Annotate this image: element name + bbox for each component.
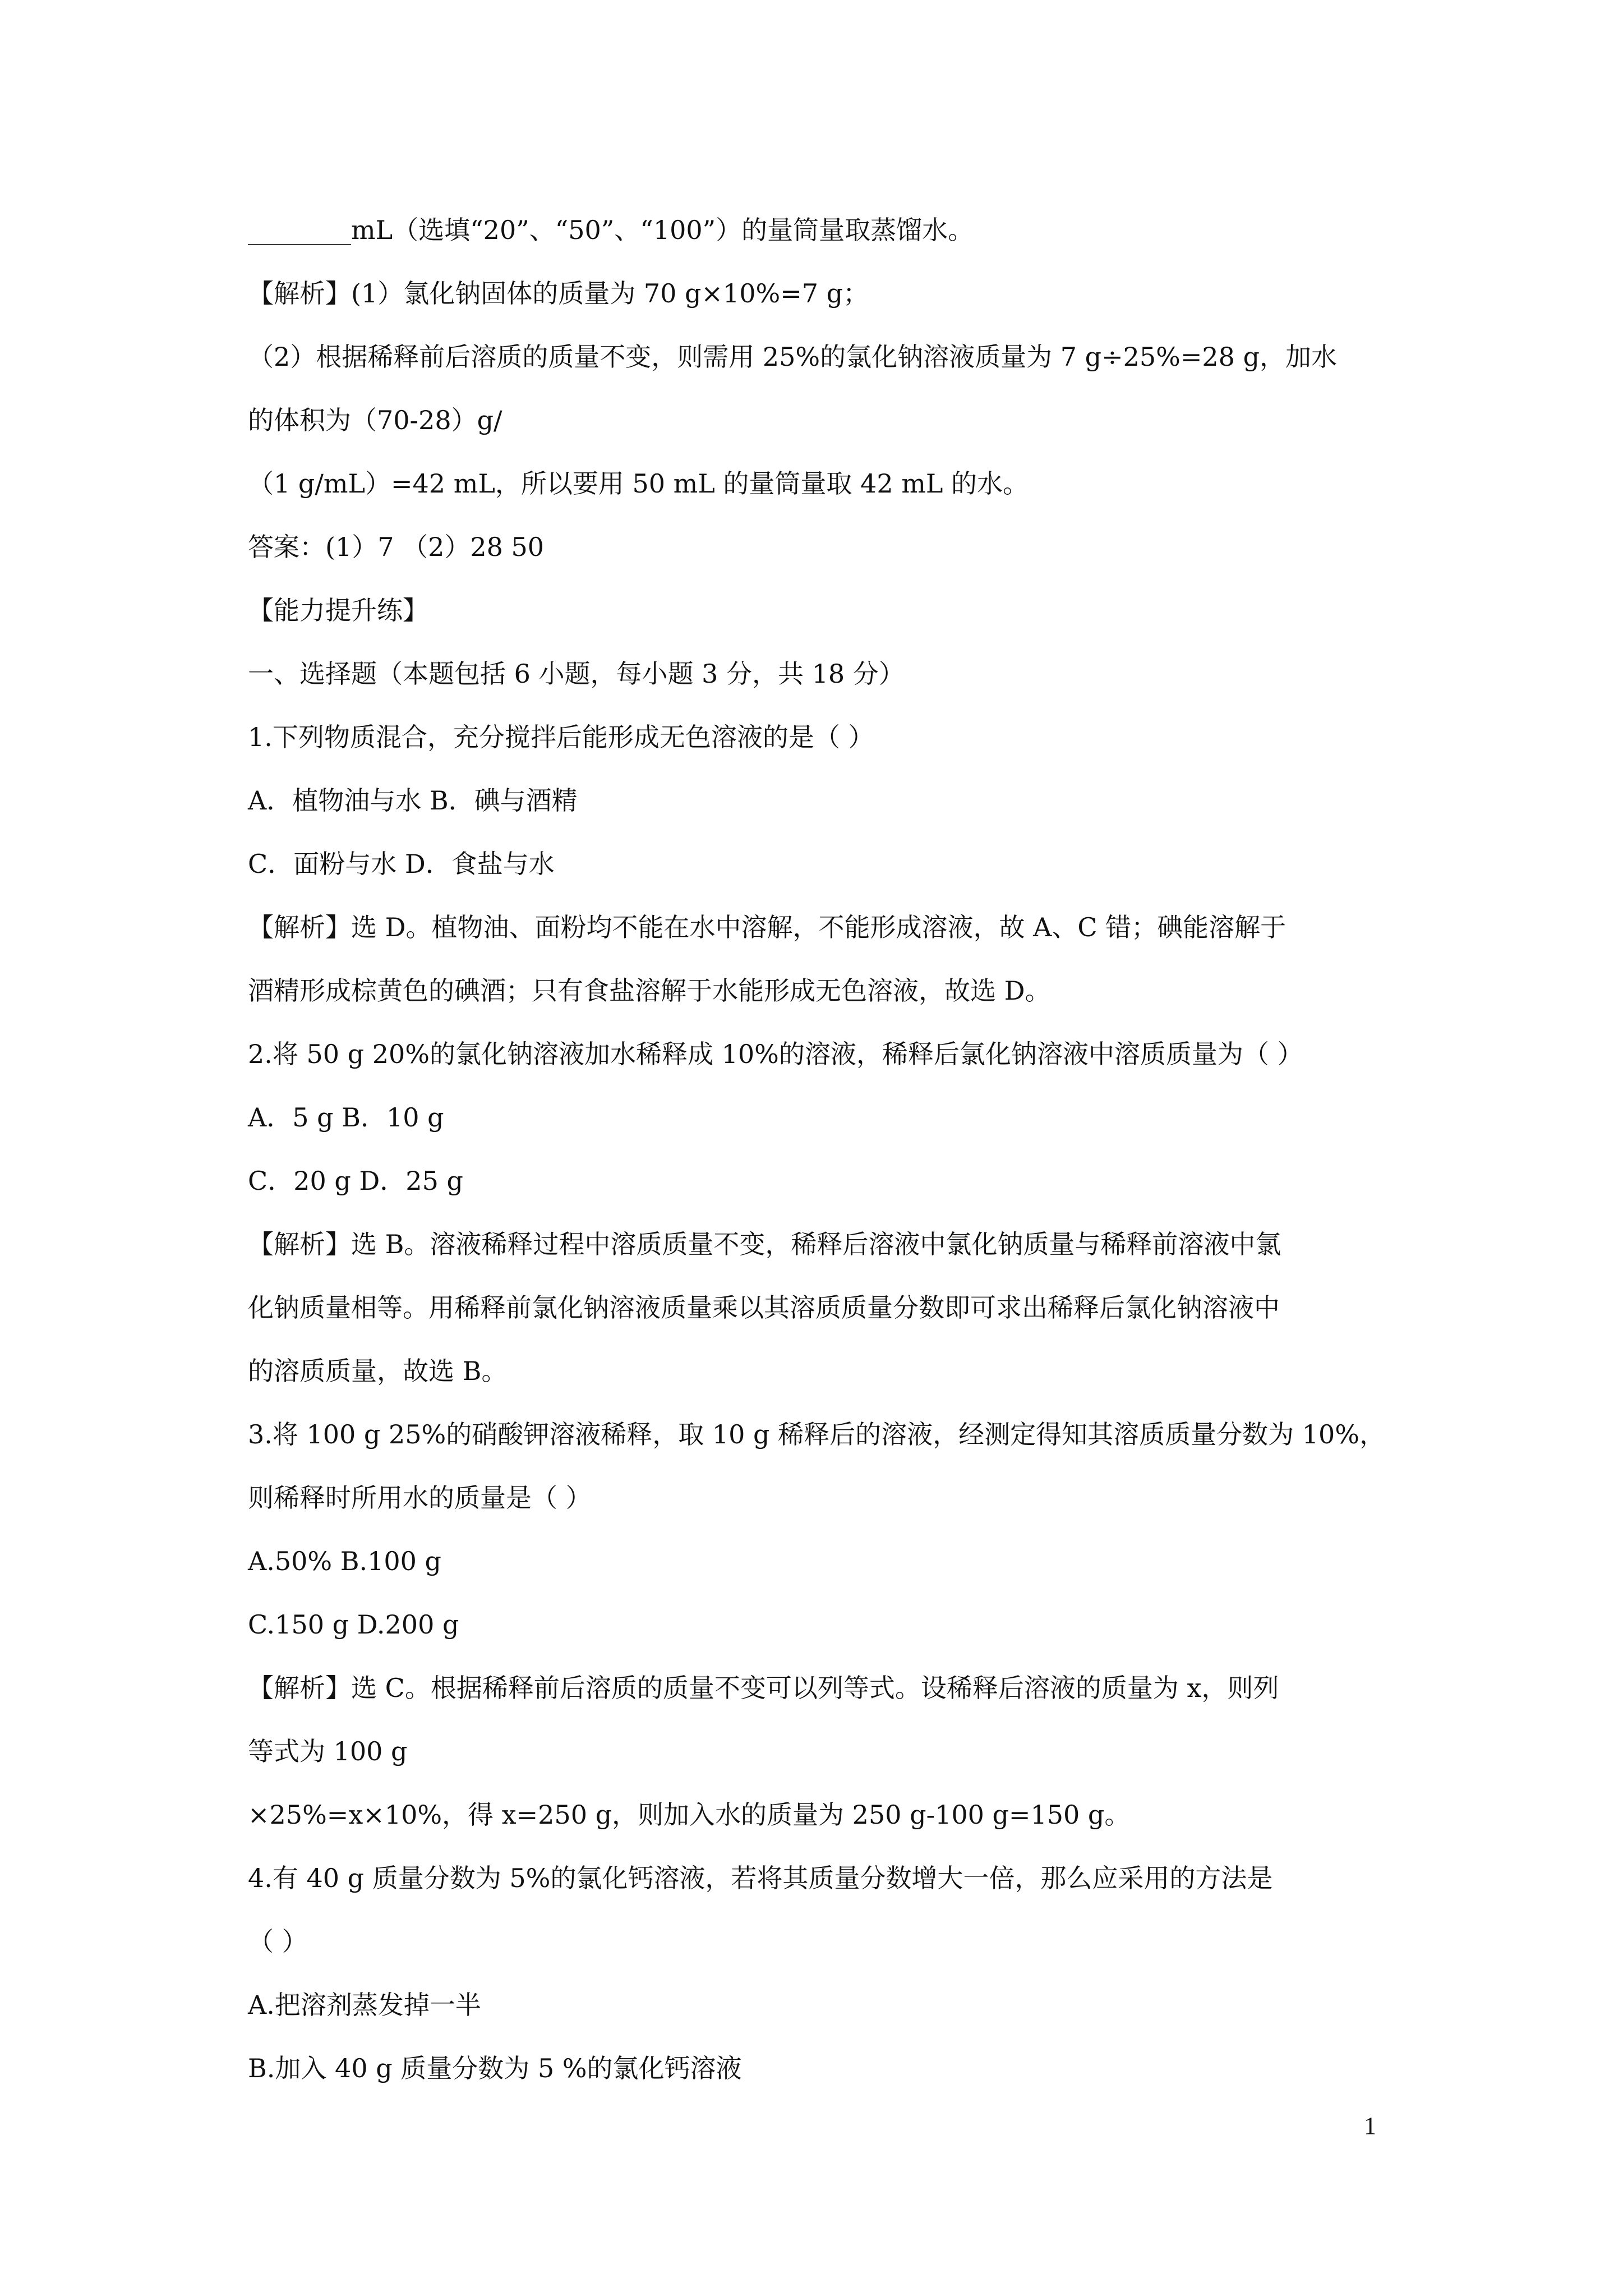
- text-line: 答案：(1）7 （2）28 50: [248, 532, 545, 562]
- text-line: 的体积为（70-28）g/: [248, 405, 502, 435]
- question-text: 则稀释时所用水的质量是（ ）: [248, 1483, 592, 1513]
- text-line: 【解析】(1）氯化钠固体的质量为 70 g×10%=7 g；: [248, 278, 869, 309]
- question-text: 4.有 40 g 质量分数为 5%的氯化钙溶液，若将其质量分数增大一倍，那么应采用的方法是: [248, 1863, 1273, 1893]
- analysis-text: 【解析】选 D。植物油、面粉均不能在水中溶解，不能形成溶液，故 A、C 错；碘能溶解于: [248, 912, 1287, 942]
- section-heading: 一、选择题（本题包括 6 小题，每小题 3 分，共 18 分）: [248, 659, 905, 689]
- question-text: 3.将 100 g 25%的硝酸钾溶液稀释，取 10 g 稀释后的溶液，经测定得知其溶质质量分数为 10%，: [248, 1419, 1385, 1450]
- page-number: 1: [1364, 2112, 1376, 2139]
- analysis-text: ×25%=x×10%，得 x=250 g，则加入水的质量为 250 g-100 g=150 g。: [248, 1800, 1131, 1830]
- question-text: （ ）: [248, 1926, 308, 1957]
- analysis-text: 【解析】选 C。根据稀释前后溶质的质量不变可以列等式。设稀释后溶液的质量为 x，则列: [248, 1673, 1279, 1703]
- analysis-text: 化钠质量相等。用稀释前氯化钠溶液质量乘以其溶质质量分数即可求出稀释后氯化钠溶液中: [248, 1292, 1280, 1323]
- analysis-text: 等式为 100 g: [248, 1736, 408, 1766]
- option-line: C.150 g D.200 g: [248, 1609, 459, 1640]
- option-line: C．20 g D．25 g: [248, 1166, 463, 1196]
- question-text: 1.下列物质混合，充分搅拌后能形成无色溶液的是（ ）: [248, 722, 874, 752]
- option-line: A．植物油与水 B．碘与酒精: [248, 785, 578, 816]
- analysis-text: 【解析】选 B。溶液稀释过程中溶质质量不变，稀释后溶液中氯化钠质量与稀释前溶液中氯: [248, 1229, 1281, 1259]
- option-line: A.50% B.100 g: [248, 1546, 441, 1576]
- analysis-text: 酒精形成棕黄色的碘酒；只有食盐溶解于水能形成无色溶液，故选 D。: [248, 976, 1051, 1006]
- option-line: C．面粉与水 D．食盐与水: [248, 849, 555, 879]
- text-line: ________mL（选填“20”、“50”、“100”）的量筒量取蒸馏水。: [248, 215, 974, 245]
- text-line: （1 g/mL）=42 mL，所以要用 50 mL 的量筒量取 42 mL 的水。: [248, 468, 1029, 499]
- analysis-text: 的溶质质量，故选 B。: [248, 1356, 508, 1386]
- question-text: 2.将 50 g 20%的氯化钠溶液加水稀释成 10%的溶液，稀释后氯化钠溶液中溶质质量为（ ）: [248, 1039, 1303, 1069]
- option-line: A．5 g B．10 g: [248, 1102, 444, 1133]
- text-line: （2）根据稀释前后溶质的质量不变，则需用 25%的氯化钠溶液质量为 7 g÷25%=28 g，加水: [248, 342, 1338, 372]
- option-line: B.加入 40 g 质量分数为 5 %的氯化钙溶液: [248, 2053, 742, 2083]
- option-line: A.把溶剂蒸发掉一半: [248, 1990, 481, 2020]
- section-heading: 【能力提升练】: [248, 595, 428, 625]
